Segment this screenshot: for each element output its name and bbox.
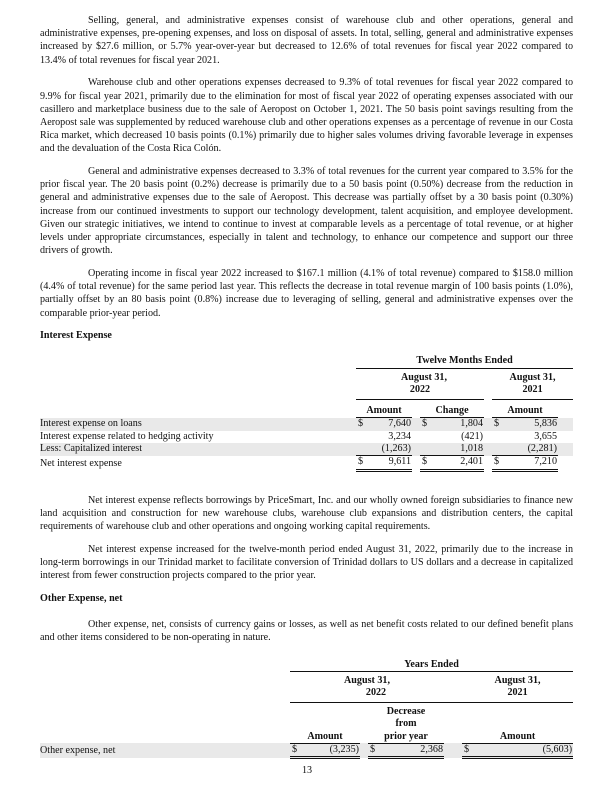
currency-symbol: $ — [356, 456, 366, 470]
col-header-amount-2021: Amount — [492, 399, 558, 417]
currency-symbol: $ — [492, 418, 502, 431]
table-row — [40, 418, 573, 431]
paragraph-net-interest-reflects: Net interest expense reflects borrowings by PriceSmart, Inc. and our wholly owned foreign subsidiaries to finance new land acquisition and construction for new warehouse clubs, warehouse club expansions and distribution centers, the capital requirements of warehouse club and other operations and ongoing working capital requirements. — [40, 494, 573, 533]
currency-symbol: $ — [368, 743, 378, 757]
other-expense-table — [40, 659, 573, 760]
amount-2021: (5,603) — [472, 743, 573, 757]
paragraph-other-expense: Other expense, net, consists of currency gains or losses, as well as net benefit costs related to our defined benefit plans and other items considered to be non-operating in nature. — [40, 619, 573, 644]
col-group-2022-line1: August 31, — [344, 674, 390, 686]
col-group-2022-line2: 2022 — [356, 384, 484, 399]
amount-2022: (3,235) — [300, 743, 360, 757]
amount-2021: 7,210 — [502, 456, 558, 470]
table-row-total — [40, 456, 573, 470]
heading-other-expense: Other Expense, net — [40, 592, 123, 604]
amount-2022: 9,611 — [366, 456, 412, 470]
row-label: Interest expense on loans — [40, 418, 356, 431]
page-number: 13 — [301, 765, 313, 776]
table-row — [40, 443, 573, 456]
col-header-decrease-line2: from — [395, 718, 417, 730]
col-header-decrease — [368, 702, 444, 743]
paragraph-sga-overview: Selling, general, and administrative expenses consist of warehouse club and other operations, general and administrative expenses, pre-opening expenses, and loss on disposal of assets. In total, selling, general and administrative expenses increased by $27.6 million, or 5.7% year-over-year but decreased to 12.6% of total revenues for fiscal year 2022 compared to 13.4% of total revenues for fiscal year 2021. — [40, 15, 573, 66]
col-group-2021-line1: August 31, — [494, 674, 541, 686]
col-header-amount-2022: Amount — [290, 702, 360, 743]
paragraph-general-admin: General and administrative expenses decreased to 3.3% of total revenues for the current year compared to 3.5% for the prior fiscal year. The 20 basis point (0.2%) decrease is primarily due to a 50 basis point (0.50%) decrease from the reduction in general and administrative expenses due to the sale of Aeropost. This decrease was partially offset by a 30 basis point (0.30%) increase from our continued investments to support our technology development, talent acquisition, and employee development. Given our strategic initiatives, we intend to continue to invest at comparable levels as a percentage of total revenue, or at higher levels under appropriate circumstances, especially in talent and technology, to enhance our competence and support our three drivers of growth. — [40, 166, 573, 257]
currency-symbol: $ — [356, 418, 366, 431]
col-header-change: Change — [420, 399, 484, 417]
interest-expense-table — [40, 355, 573, 471]
change: 1,018 — [430, 443, 484, 456]
table-row — [40, 431, 573, 443]
amount-2022: (1,263) — [366, 443, 412, 456]
amount-2021: 5,836 — [502, 418, 558, 431]
currency-symbol: $ — [492, 456, 502, 470]
change: 2,401 — [430, 456, 484, 470]
col-group-2021-line2: 2021 — [492, 384, 573, 399]
period-header: Twelve Months Ended — [356, 355, 573, 368]
row-label: Net interest expense — [40, 457, 122, 469]
table-row — [40, 743, 573, 757]
currency-symbol: $ — [290, 743, 300, 757]
col-group-2022-line1: August 31, — [401, 371, 447, 383]
col-header-amount-2021: Amount — [462, 702, 573, 743]
row-label: Less: Capitalized interest — [40, 443, 356, 456]
period-header: Years Ended — [290, 659, 573, 672]
amount-2021: (2,281) — [502, 443, 558, 456]
row-label: Other expense, net — [40, 743, 290, 757]
amount-2022: 7,640 — [366, 418, 412, 431]
document-page — [40, 14, 573, 759]
change: 1,804 — [430, 418, 484, 431]
currency-symbol: $ — [462, 743, 472, 757]
paragraph-warehouse-expenses: Warehouse club and other operations expenses decreased to 9.3% of total revenues for fiscal year 2022 compared to 9.9% for fiscal year 2021, primarily due to the elimination for most of fiscal year 2022 of operating expenses associated with our casillero and marketplace business due to the sale of Aeropost on October 1, 2021. The 50 basis point savings resulting from the Aeropost sale was supplemented by reduced warehouse club and other operations expenses as a percentage of revenue in our Costa Rica market, which decreased 10 basis points (0.1%) primarily due to higher sales volumes driving favorable leverage in expenses and the devaluation of the Costa Rica Colón. — [40, 77, 573, 155]
amount-2022: 3,234 — [388, 430, 411, 442]
col-header-amount-2022: Amount — [356, 399, 412, 417]
col-header-decrease-line3: prior year — [384, 730, 428, 742]
col-group-2021-line1: August 31, — [509, 371, 556, 383]
col-group-2021-line2: 2021 — [462, 687, 573, 702]
heading-interest-expense: Interest Expense — [40, 330, 112, 342]
decrease: 2,368 — [378, 743, 444, 757]
col-header-decrease-line1: Decrease — [386, 705, 426, 717]
amount-2021: 3,655 — [534, 430, 557, 442]
paragraph-operating-income: Operating income in fiscal year 2022 increased to $167.1 million (4.1% of total revenue) compared to $158.0 million (4.4% of total revenue) for the same period last year. This reflects the decrease in total revenue margin of 100 basis points (1.0%), partially offset by an 80 basis point (0.8%) increase due to leveraging of selling, general and administrative expenses over the comparable prior-year period. — [40, 267, 573, 319]
col-group-2022-line2: 2022 — [290, 687, 462, 702]
currency-symbol: $ — [420, 418, 430, 431]
paragraph-net-interest-increased: Net interest expense increased for the twelve-month period ended August 31, 2022, primarily due to the increase in long-term borrowings in our Trinidad market to facilitate conversion of Trinidad dollars to US dollars and a decrease in capitalized interest from fewer construction projects compared to the prior year. — [40, 543, 573, 582]
change: (421) — [461, 430, 483, 442]
currency-symbol: $ — [420, 456, 430, 470]
row-label: Interest expense related to hedging activity — [40, 430, 214, 442]
